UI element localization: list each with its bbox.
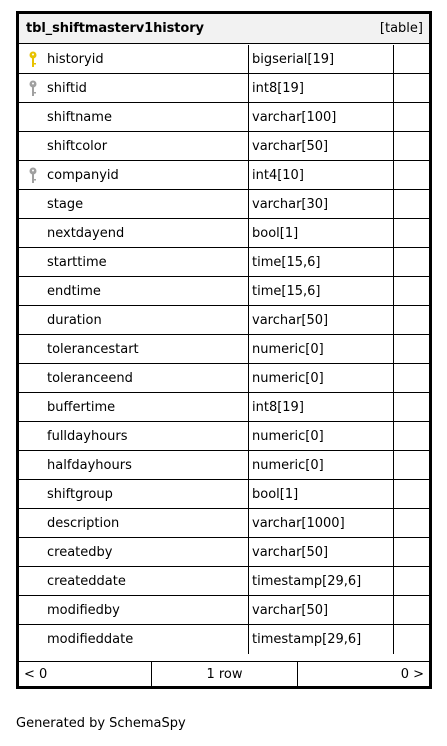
column-type: int8[19] — [249, 393, 394, 421]
column-type: time[15,6] — [249, 277, 394, 305]
column-row[interactable] — [19, 451, 429, 480]
column-extra-cell — [394, 306, 429, 334]
column-name-cell — [19, 567, 249, 595]
column-name-cell — [19, 480, 249, 508]
column-name-cell — [19, 625, 249, 654]
column-name-cell — [19, 335, 249, 363]
column-type: numeric[0] — [249, 364, 394, 392]
column-extra-cell — [394, 161, 429, 189]
column-name-cell — [19, 190, 249, 218]
column-extra-cell — [394, 190, 429, 218]
column-type: varchar[50] — [249, 596, 394, 624]
column-name: createdby — [47, 544, 113, 560]
column-type: bool[1] — [249, 480, 394, 508]
column-name-cell — [19, 538, 249, 566]
column-extra-cell — [394, 132, 429, 160]
column-type: bool[1] — [249, 219, 394, 247]
column-row[interactable] — [19, 364, 429, 393]
column-type: varchar[50] — [249, 132, 394, 160]
column-type: varchar[1000] — [249, 509, 394, 537]
column-row[interactable] — [19, 625, 429, 654]
column-name-cell — [19, 103, 249, 131]
column-type: int4[10] — [249, 161, 394, 189]
column-row[interactable] — [19, 509, 429, 538]
column-extra-cell — [394, 364, 429, 392]
column-row[interactable] — [19, 103, 429, 132]
column-row[interactable] — [19, 422, 429, 451]
column-type: varchar[100] — [249, 103, 394, 131]
column-row[interactable] — [19, 248, 429, 277]
table-node — [16, 11, 432, 689]
column-type: numeric[0] — [249, 422, 394, 450]
column-name-cell — [19, 248, 249, 276]
foreign-key-icon — [28, 80, 38, 97]
column-type: varchar[50] — [249, 538, 394, 566]
column-extra-cell — [394, 567, 429, 595]
column-name-cell — [19, 393, 249, 421]
column-name: endtime — [47, 283, 101, 299]
column-extra-cell — [394, 335, 429, 363]
column-type: numeric[0] — [249, 335, 394, 363]
column-name: shiftname — [47, 109, 112, 125]
column-name: duration — [47, 312, 102, 328]
column-name-cell — [19, 596, 249, 624]
column-name: description — [47, 515, 120, 531]
column-name-cell — [19, 422, 249, 450]
column-name: shiftcolor — [47, 138, 108, 154]
column-extra-cell — [394, 248, 429, 276]
column-row[interactable] — [19, 480, 429, 509]
column-extra-cell — [394, 45, 429, 73]
column-row[interactable] — [19, 277, 429, 306]
column-name: tolerancestart — [47, 341, 139, 357]
column-name-cell — [19, 161, 249, 189]
column-extra-cell — [394, 393, 429, 421]
column-name-cell — [19, 306, 249, 334]
column-row[interactable] — [19, 219, 429, 248]
column-row[interactable] — [19, 161, 429, 190]
primary-key-icon — [28, 51, 38, 68]
column-name-cell — [19, 74, 249, 102]
child-count[interactable]: 0 > — [400, 666, 424, 682]
column-extra-cell — [394, 219, 429, 247]
column-type: timestamp[29,6] — [249, 567, 394, 595]
generated-by-text: Generated by SchemaSpy — [16, 716, 186, 731]
column-name: starttime — [47, 254, 107, 270]
column-type: time[15,6] — [249, 248, 394, 276]
column-name-cell — [19, 509, 249, 537]
column-row[interactable] — [19, 74, 429, 103]
column-extra-cell — [394, 538, 429, 566]
column-row[interactable] — [19, 393, 429, 422]
column-row[interactable] — [19, 132, 429, 161]
column-name: modifiedby — [47, 602, 120, 618]
column-name-cell — [19, 277, 249, 305]
column-row[interactable] — [19, 538, 429, 567]
column-name: nextdayend — [47, 225, 125, 241]
column-extra-cell — [394, 103, 429, 131]
column-extra-cell — [394, 509, 429, 537]
foreign-key-icon — [28, 167, 38, 184]
column-name: modifieddate — [47, 632, 134, 647]
column-name: halfdayhours — [47, 457, 132, 473]
column-row[interactable] — [19, 596, 429, 625]
column-extra-cell — [394, 422, 429, 450]
column-extra-cell — [394, 480, 429, 508]
column-type: varchar[50] — [249, 306, 394, 334]
column-name-cell — [19, 45, 249, 73]
column-row[interactable] — [19, 306, 429, 335]
column-extra-cell — [394, 625, 429, 654]
column-name: companyid — [47, 167, 119, 183]
column-name-cell — [19, 132, 249, 160]
column-name: buffertime — [47, 399, 116, 415]
column-name: shiftgroup — [47, 486, 113, 502]
table-footer — [19, 661, 429, 686]
column-row[interactable] — [19, 567, 429, 596]
column-type: timestamp[29,6] — [249, 625, 394, 654]
column-extra-cell — [394, 277, 429, 305]
column-list — [19, 45, 429, 654]
column-type: varchar[30] — [249, 190, 394, 218]
column-row[interactable] — [19, 45, 429, 74]
table-header — [19, 14, 429, 44]
row-count: 1 row — [152, 662, 298, 686]
column-row[interactable] — [19, 190, 429, 219]
column-type: numeric[0] — [249, 451, 394, 479]
column-name-cell — [19, 451, 249, 479]
table-kind: [table] — [379, 21, 423, 36]
column-name: createddate — [47, 573, 126, 589]
column-name-cell — [19, 364, 249, 392]
column-extra-cell — [394, 596, 429, 624]
column-name: fulldayhours — [47, 428, 128, 444]
table-name[interactable]: tbl_shiftmasterv1history — [26, 21, 204, 36]
column-extra-cell — [394, 74, 429, 102]
column-name: shiftid — [47, 80, 87, 96]
column-name-cell — [19, 219, 249, 247]
parent-count[interactable]: < 0 — [19, 662, 152, 686]
column-type: int8[19] — [249, 74, 394, 102]
column-name: toleranceend — [47, 370, 133, 386]
column-name: historyid — [47, 51, 104, 67]
column-extra-cell — [394, 451, 429, 479]
column-type: bigserial[19] — [249, 45, 394, 73]
column-row[interactable] — [19, 335, 429, 364]
column-name: stage — [47, 196, 84, 212]
